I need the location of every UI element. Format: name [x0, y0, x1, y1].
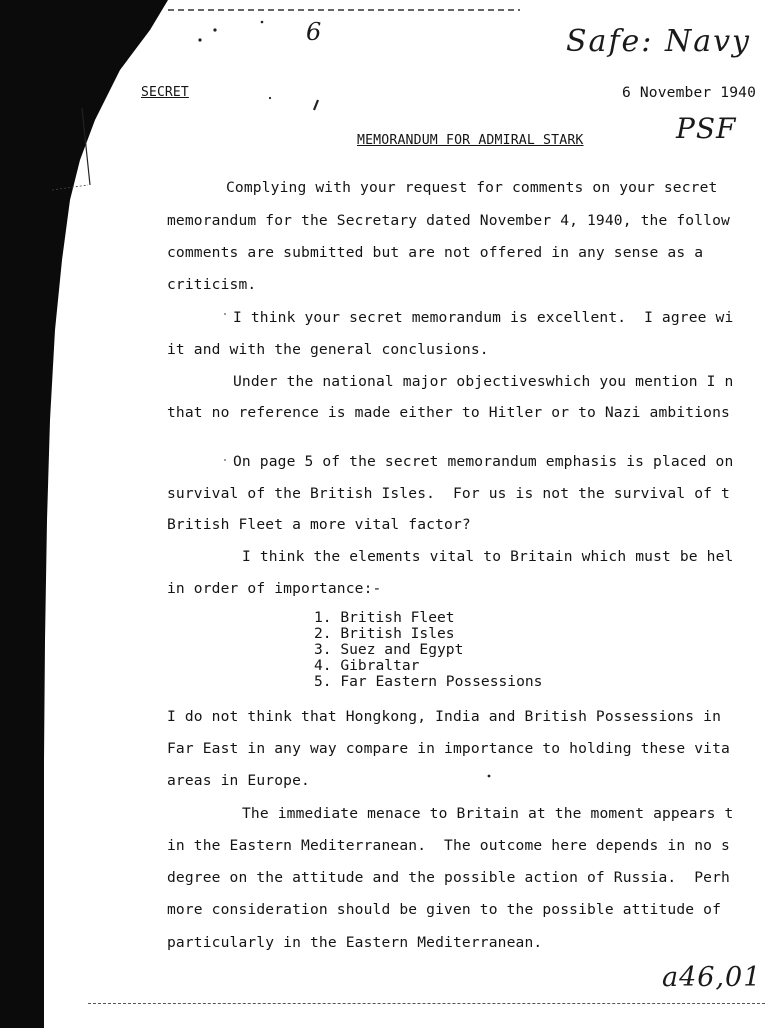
- paragraph-line: more consideration should be given to the possible attitude of: [167, 901, 722, 918]
- paragraph-line: British Fleet a more vital factor?: [167, 516, 471, 533]
- priority-list: [314, 610, 542, 690]
- paragraph-line: in the Eastern Mediterranean. The outcome here depends in no s: [167, 837, 730, 854]
- document-date: 6 November 1940: [622, 84, 757, 101]
- paragraph-line: in order of importance:-: [167, 580, 382, 597]
- paragraph-line: particularly in the Eastern Mediterranean.: [167, 934, 543, 951]
- paragraph-line: it and with the general conclusions.: [167, 341, 489, 358]
- paragraph-line: The immediate menace to Britain at the moment appears t: [242, 805, 734, 822]
- paragraph-line: that no reference is made either to Hitler or to Nazi ambitions: [167, 404, 730, 421]
- list-item: 4. Gibraltar: [314, 657, 420, 674]
- handwritten-file-note: Safe: Navy: [566, 24, 751, 59]
- handwritten-number: 6: [306, 18, 322, 46]
- paragraph-line: Far East in any way compare in importance to holding these vita: [167, 740, 730, 757]
- paragraph-line: Complying with your request for comments on your secret: [226, 179, 718, 196]
- paragraph-line: On page 5 of the secret memorandum emphasis is placed on: [233, 453, 734, 470]
- paragraph-line: Under the national major objectiveswhich you mention I n: [233, 373, 734, 390]
- paragraph-line: survival of the British Isles. For us is not the survival of t: [167, 485, 730, 502]
- list-item: 3. Suez and Egypt: [314, 641, 464, 658]
- classification-label: SECRET: [141, 85, 189, 100]
- memo-title: MEMORANDUM FOR ADMIRAL STARK: [357, 133, 584, 148]
- list-item: 5. Far Eastern Possessions: [314, 673, 543, 690]
- paragraph-line: degree on the attitude and the possible action of Russia. Perh: [167, 869, 730, 886]
- paragraph-line: criticism.: [167, 276, 257, 293]
- handwritten-file-number: a46,01: [662, 962, 762, 993]
- list-item: 2. British Isles: [314, 625, 455, 642]
- list-item: 1. British Fleet: [314, 609, 455, 626]
- paragraph-line: memorandum for the Secretary dated November 4, 1940, the follow: [167, 212, 730, 229]
- paragraph-line: comments are submitted but are not offered in any sense as a: [167, 244, 704, 261]
- paragraph-line: areas in Europe.: [167, 772, 310, 789]
- paragraph-line: I think the elements vital to Britain which must be hel: [242, 548, 734, 565]
- bottom-rule: [88, 1003, 765, 1004]
- paragraph-line: I think your secret memorandum is excellent. I agree wi: [233, 309, 734, 326]
- paragraph-line: I do not think that Hongkong, India and British Possessions in: [167, 708, 722, 725]
- handwritten-psf-mark: PSF: [676, 112, 737, 145]
